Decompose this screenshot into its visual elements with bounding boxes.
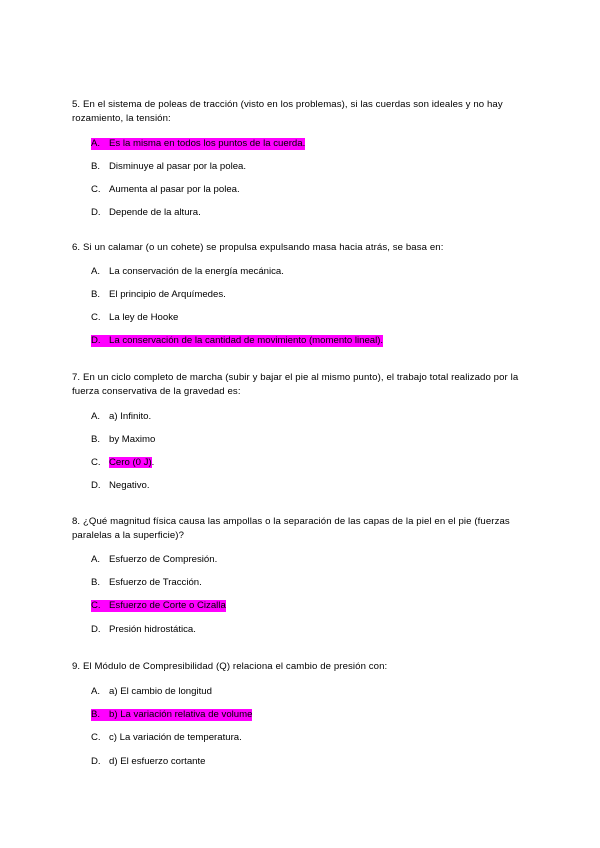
option-text: Esfuerzo de Compresión. [109,554,218,565]
option-text: Depende de la altura. [109,207,201,218]
option-c [91,184,240,196]
option-letter: C. [91,312,101,323]
option-c [91,600,226,612]
option-text: El principio de Arquímedes. [109,289,226,300]
option-text: c) La variación de temperatura. [109,732,242,743]
option-b [91,709,252,721]
question-text: 7. En un ciclo completo de marcha (subir y bajar el pie al mismo punto), el trabajo total realizado por la fuerza conservativa de la gravedad es: [72,372,519,397]
option-d [91,207,201,219]
option-text: Aumenta al pasar por la polea. [109,184,240,195]
option-text: Presión hidrostática. [109,624,196,635]
option-d [91,756,206,768]
option-a [91,554,217,566]
option-text: Es la misma en todos los puntos de la cuerda. [109,138,306,149]
option-text: d) El esfuerzo cortante [109,756,206,767]
option-text: a) El cambio de longitud [109,686,212,697]
option-a [91,138,305,150]
option-a [91,411,151,423]
question-text: 9. El Módulo de Compresibilidad (Q) relaciona el cambio de presión con: [72,661,388,672]
option-a [91,686,212,698]
option-text: Esfuerzo de Tracción. [109,577,202,588]
option-letter: D. [91,480,101,491]
option-text-tail: . [151,457,155,468]
option-text: La conservación de la cantidad de movimiento (momento lineal). [109,335,384,346]
option-c [91,312,178,324]
option-text: by Maximo [109,434,156,445]
option-letter: B. [91,709,101,720]
option-letter: A. [91,266,101,277]
option-letter: D. [91,207,101,218]
option-d [91,335,383,347]
question-text: 8. ¿Qué magnitud física causa las ampollas o la separación de las capas de la piel en el pie (fuerzas paralelas a la superficie)? [72,516,510,541]
option-d [91,624,196,636]
question-8 [72,515,532,635]
option-text: Negativo. [109,480,150,491]
option-d [91,480,150,492]
option-letter: C. [91,600,101,611]
option-text: b) La variación relativa de volume [109,709,253,720]
option-letter: C. [91,732,101,743]
option-letter: B. [91,434,101,445]
option-text: a) Infinito. [109,411,152,422]
option-letter: C. [91,184,101,195]
option-text: Disminuye al pasar por la polea. [109,161,247,172]
option-text: Esfuerzo de Corte o Cizalla [109,600,226,611]
option-letter: B. [91,289,101,300]
option-letter: B. [91,577,101,588]
option-letter: A. [91,554,101,565]
option-c [91,732,242,744]
option-b [91,434,155,446]
option-letter: B. [91,161,101,172]
option-b [91,289,226,301]
option-c [91,457,154,469]
option-text: La conservación de la energía mecánica. [109,266,284,277]
option-b [91,577,202,589]
option-text-highlighted: Cero (0 J) [109,457,152,468]
option-letter: D. [91,335,101,346]
question-text: 5. En el sistema de poleas de tracción (visto en los problemas), si las cuerdas son ideales y no hay rozamiento, la tensión: [72,99,503,124]
question-5 [72,98,532,218]
question-6 [72,241,532,346]
option-letter: C. [91,457,101,468]
option-letter: D. [91,624,101,635]
question-text: 6. Si un calamar (o un cohete) se propulsa expulsando masa hacia atrás, se basa en: [72,242,444,253]
question-7 [72,371,532,491]
question-9 [72,660,532,767]
option-b [91,161,246,173]
option-text: La ley de Hooke [109,312,179,323]
option-letter: A. [91,411,101,422]
option-letter: A. [91,138,101,149]
option-letter: A. [91,686,101,697]
option-a [91,266,284,278]
option-letter: D. [91,756,101,767]
